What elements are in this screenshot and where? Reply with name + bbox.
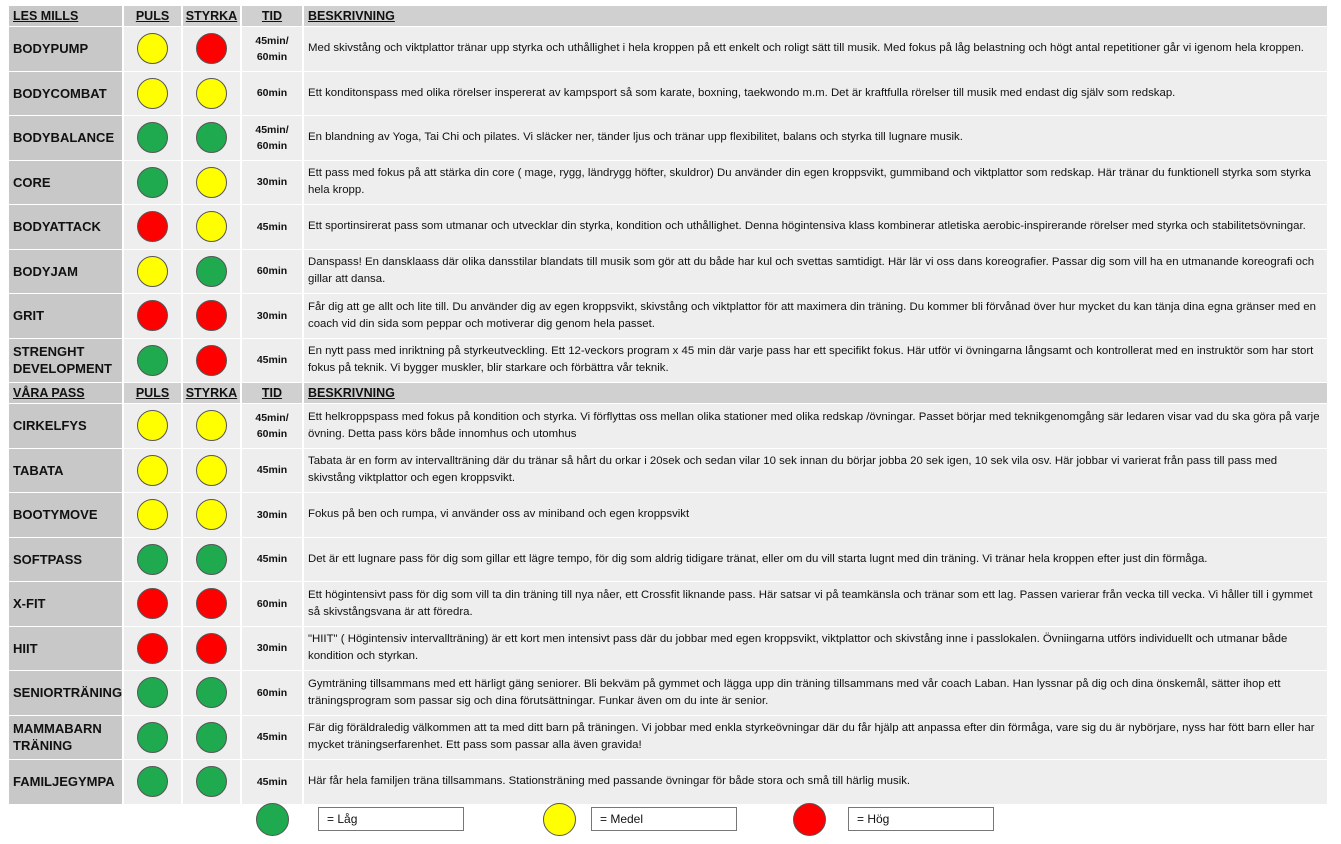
- puls-cell: [124, 161, 183, 205]
- styrka-yellow-circle-icon: [196, 78, 227, 109]
- styrka-cell: [183, 27, 242, 71]
- duration: 45min/ 60min: [242, 116, 304, 160]
- class-name: HIIT: [9, 627, 124, 671]
- description: Här får hela familjen träna tillsammans. Stationsträning med passande övningar för både stora och små till härlig musik.: [304, 760, 1327, 804]
- description: Tabata är en form av intervallträning där du tränar så hårt du orkar i 20sek och sedan vilar 10 sek innan du börjar jobba 20 sek igen, 10 sek vila osv. Här jobbar vi varierat från pass till pass med skivstång viktplattor och egen kroppsvikt.: [304, 449, 1327, 493]
- puls-cell: [124, 404, 183, 448]
- description: Ett konditonspass med olika rörelser inspererat av kampsport så som karate, boxning, taekwondo m.m. Det är kraftfulla rörelser till musik med endast dig själv som redskap.: [304, 72, 1327, 116]
- duration: 45min: [242, 716, 304, 760]
- section-header-row: [9, 383, 1327, 404]
- column-header-styrka: STYRKA: [183, 383, 242, 403]
- class-row: [9, 671, 1327, 716]
- puls-yellow-circle-icon: [137, 410, 168, 441]
- styrka-cell: [183, 538, 242, 582]
- class-name: BODYCOMBAT: [9, 72, 124, 116]
- styrka-green-circle-icon: [196, 544, 227, 575]
- puls-green-circle-icon: [137, 722, 168, 753]
- styrka-cell: [183, 294, 242, 338]
- styrka-red-circle-icon: [196, 345, 227, 376]
- styrka-green-circle-icon: [196, 677, 227, 708]
- styrka-yellow-circle-icon: [196, 499, 227, 530]
- description: Med skivstång och viktplattor tränar upp styrka och uthållighet i hela kroppen på ett enkelt och roligt sätt till musik. Med fokus på låg belastning och högt antal repetitioner går vi igenom hela kroppen.: [304, 27, 1327, 71]
- column-header-puls: PULS: [124, 383, 183, 403]
- section-header-row: [9, 6, 1327, 27]
- puls-yellow-circle-icon: [137, 455, 168, 486]
- puls-cell: [124, 449, 183, 493]
- puls-red-circle-icon: [137, 588, 168, 619]
- description: Ett pass med fokus på att stärka din core ( mage, rygg, ländrygg höfter, skuldror) Du använder din egen kroppsvikt, gummiband och viktplattor som redskap. Här tränar du funktionell styrka som styrka hela kropp.: [304, 161, 1327, 205]
- class-name: BOOTYMOVE: [9, 493, 124, 537]
- puls-green-circle-icon: [137, 167, 168, 198]
- section-title: LES MILLS: [9, 6, 124, 26]
- styrka-cell: [183, 161, 242, 205]
- class-name: TABATA: [9, 449, 124, 493]
- class-row: [9, 493, 1327, 538]
- puls-cell: [124, 294, 183, 338]
- styrka-cell: [183, 72, 242, 116]
- styrka-green-circle-icon: [196, 766, 227, 797]
- puls-cell: [124, 582, 183, 626]
- styrka-cell: [183, 760, 242, 804]
- duration: 30min: [242, 294, 304, 338]
- puls-cell: [124, 205, 183, 249]
- class-row: [9, 205, 1327, 250]
- class-row: [9, 72, 1327, 117]
- puls-cell: [124, 493, 183, 537]
- styrka-green-circle-icon: [196, 122, 227, 153]
- class-name: BODYBALANCE: [9, 116, 124, 160]
- class-name: BODYATTACK: [9, 205, 124, 249]
- class-name: BODYJAM: [9, 250, 124, 294]
- intensity-legend: [0, 800, 1341, 836]
- styrka-cell: [183, 671, 242, 715]
- description: Fokus på ben och rumpa, vi använder oss av miniband och egen kroppsvikt: [304, 493, 1327, 537]
- legend-red-circle-icon: [793, 803, 826, 836]
- puls-cell: [124, 716, 183, 760]
- styrka-cell: [183, 404, 242, 448]
- class-row: [9, 627, 1327, 672]
- puls-cell: [124, 339, 183, 383]
- styrka-red-circle-icon: [196, 300, 227, 331]
- class-schedule-table: [9, 6, 1327, 805]
- description: Ett sportinsirerat pass som utmanar och utvecklar din styrka, kondition och uthållighet. Denna högintensiva klass kombinerar atletiska aerobic-inspirerande rörelser med styrka och stabilitetsövningar.: [304, 205, 1327, 249]
- puls-cell: [124, 671, 183, 715]
- duration: 45min: [242, 339, 304, 383]
- puls-cell: [124, 538, 183, 582]
- duration: 30min: [242, 493, 304, 537]
- puls-cell: [124, 116, 183, 160]
- styrka-cell: [183, 716, 242, 760]
- class-name: STRENGHT DEVELOPMENT: [9, 339, 124, 383]
- description: Fär dig föräldraledig välkommen att ta med ditt barn på träningen. Vi jobbar med enkla styrkeövningar där du får hjälp att anpassa efter din förmåga, vare sig du är nybörjare, nyss har fött barn eller har mycket träningserfarenhet. Ett pass som passar alla även gravida!: [304, 716, 1327, 760]
- legend-yellow-circle-icon: [543, 803, 576, 836]
- puls-green-circle-icon: [137, 766, 168, 797]
- class-name: SENIORTRÄNING: [9, 671, 124, 715]
- duration: 45min: [242, 538, 304, 582]
- puls-cell: [124, 627, 183, 671]
- styrka-red-circle-icon: [196, 633, 227, 664]
- puls-red-circle-icon: [137, 633, 168, 664]
- puls-green-circle-icon: [137, 677, 168, 708]
- class-row: [9, 161, 1327, 206]
- duration: 60min: [242, 582, 304, 626]
- puls-cell: [124, 72, 183, 116]
- column-header-beskrivning: BESKRIVNING: [304, 383, 1327, 403]
- description: Får dig att ge allt och lite till. Du använder dig av egen kroppsvikt, skivstång och viktplattor för att maximera din träning. Du kommer bli förvånad över hur mycket du kan tänja dina egna gränser med en coach vid din sida som peppar och motiverar dig genom hela passet.: [304, 294, 1327, 338]
- section-title: VÅRA PASS: [9, 383, 124, 403]
- duration: 60min: [242, 250, 304, 294]
- class-row: [9, 760, 1327, 805]
- styrka-cell: [183, 493, 242, 537]
- styrka-yellow-circle-icon: [196, 167, 227, 198]
- puls-green-circle-icon: [137, 544, 168, 575]
- column-header-puls: PULS: [124, 6, 183, 26]
- puls-red-circle-icon: [137, 211, 168, 242]
- legend-green-circle-icon: [256, 803, 289, 836]
- class-name: CORE: [9, 161, 124, 205]
- class-row: [9, 716, 1327, 761]
- description: En nytt pass med inriktning på styrkeutveckling. Ett 12-veckors program x 45 min där varje pass har ett specifikt fokus. Här utför vi övningarna långsamt och kontrollerat med en instruktör som har stort fokus på teknik. Vi bygger muskler, blir starkare och förbättra vår teknik.: [304, 339, 1327, 383]
- duration: 45min: [242, 449, 304, 493]
- duration: 60min: [242, 671, 304, 715]
- styrka-cell: [183, 116, 242, 160]
- class-row: [9, 116, 1327, 161]
- legend-label: = Låg: [318, 807, 464, 831]
- puls-yellow-circle-icon: [137, 499, 168, 530]
- class-name: X-FIT: [9, 582, 124, 626]
- legend-label: = Hög: [848, 807, 994, 831]
- class-name: FAMILJEGYMPA: [9, 760, 124, 804]
- column-header-tid: TID: [242, 383, 304, 403]
- styrka-cell: [183, 250, 242, 294]
- class-name: BODYPUMP: [9, 27, 124, 71]
- duration: 45min/ 60min: [242, 404, 304, 448]
- class-row: [9, 27, 1327, 72]
- styrka-cell: [183, 449, 242, 493]
- class-row: [9, 449, 1327, 494]
- duration: 30min: [242, 627, 304, 671]
- description: Ett högintensivt pass för dig som vill ta din träning till nya nåer, ett Crossfit liknande pass. Här satsar vi på teamkänsla och tränar som ett lag. Passen varierar från vecka till vecka. Vi håller till i gymmet så skivstångsvana är att föredra.: [304, 582, 1327, 626]
- puls-cell: [124, 27, 183, 71]
- duration: 60min: [242, 72, 304, 116]
- class-row: [9, 339, 1327, 384]
- description: Det är ett lugnare pass för dig som gillar ett lägre tempo, för dig som aldrig tidigare tränat, eller om du vill starta lugnt med din träning. Vi tränar hela kroppen efter just din förmåga.: [304, 538, 1327, 582]
- styrka-yellow-circle-icon: [196, 410, 227, 441]
- styrka-yellow-circle-icon: [196, 455, 227, 486]
- puls-cell: [124, 760, 183, 804]
- styrka-green-circle-icon: [196, 256, 227, 287]
- description: Danspass! En dansklaass där olika dansstilar blandats till musik som gör att du både har kul och svettas samtidigt. Här lär vi oss dans koreografier. Passar dig som vill ha en utmanande koreografi och gillar att dansa.: [304, 250, 1327, 294]
- puls-yellow-circle-icon: [137, 33, 168, 64]
- styrka-cell: [183, 582, 242, 626]
- column-header-tid: TID: [242, 6, 304, 26]
- class-row: [9, 404, 1327, 449]
- puls-yellow-circle-icon: [137, 256, 168, 287]
- class-row: [9, 538, 1327, 583]
- puls-red-circle-icon: [137, 300, 168, 331]
- class-name: SOFTPASS: [9, 538, 124, 582]
- class-row: [9, 582, 1327, 627]
- class-name: CIRKELFYS: [9, 404, 124, 448]
- duration: 30min: [242, 161, 304, 205]
- puls-cell: [124, 250, 183, 294]
- styrka-cell: [183, 627, 242, 671]
- styrka-cell: [183, 205, 242, 249]
- styrka-cell: [183, 339, 242, 383]
- styrka-green-circle-icon: [196, 722, 227, 753]
- styrka-red-circle-icon: [196, 33, 227, 64]
- puls-green-circle-icon: [137, 122, 168, 153]
- styrka-red-circle-icon: [196, 588, 227, 619]
- class-name: GRIT: [9, 294, 124, 338]
- description: En blandning av Yoga, Tai Chi och pilates. Vi släcker ner, tänder ljus och tränar upp flexibilitet, balans och styrka till lugnare musik.: [304, 116, 1327, 160]
- legend-label: = Medel: [591, 807, 737, 831]
- class-name: MAMMABARN TRÄNING: [9, 716, 124, 760]
- duration: 45min: [242, 205, 304, 249]
- duration: 45min/ 60min: [242, 27, 304, 71]
- column-header-styrka: STYRKA: [183, 6, 242, 26]
- description: Ett helkroppspass med fokus på kondition och styrka. Vi förflyttas oss mellan olika stationer med olika redskap /övningar. Passet börjar med teknikgenomgång sär ledaren visar vad du ska göra på varje övning. Detta pass körs både innomhus och utomhus: [304, 404, 1327, 448]
- styrka-yellow-circle-icon: [196, 211, 227, 242]
- class-row: [9, 250, 1327, 295]
- column-header-beskrivning: BESKRIVNING: [304, 6, 1327, 26]
- puls-yellow-circle-icon: [137, 78, 168, 109]
- description: "HIIT" ( Högintensiv intervallträning) är ett kort men intensivt pass där du jobbar med egen kroppsvikt, viktplattor och skivstång inne i passlokalen. Övniingarna utförs individuellt och utmanar både kondition och styrkan.: [304, 627, 1327, 671]
- puls-green-circle-icon: [137, 345, 168, 376]
- duration: 45min: [242, 760, 304, 804]
- class-row: [9, 294, 1327, 339]
- description: Gymträning tillsammans med ett härligt gäng seniorer. Bli bekväm på gymmet och lägga upp din träning tillsammans med vår coach Laban. Han lyssnar på dig och dina önskemål, sätter ihop ett träningsprogram som passar sig och dina förutsättningar. Funkar även om du inte är senior.: [304, 671, 1327, 715]
